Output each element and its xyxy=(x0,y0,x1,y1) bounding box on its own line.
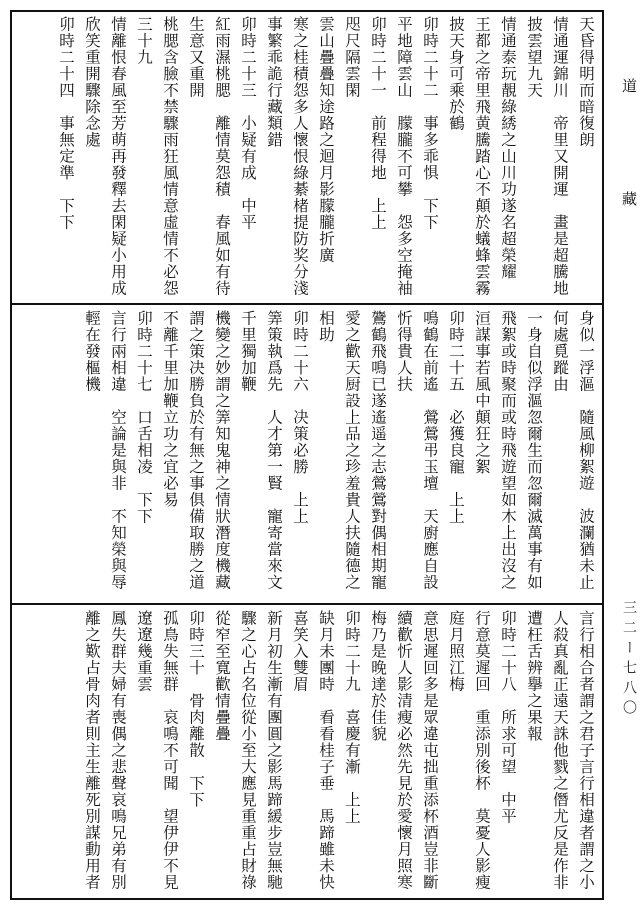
text-column: 何處覓蹤由 xyxy=(551,310,569,393)
text-panel-middle xyxy=(18,310,598,598)
text-column: 喜笑入雙眉 xyxy=(291,610,309,693)
text-column: 卯時二十九 喜慶有漸 上上 xyxy=(343,610,361,825)
text-column: 事繁乖詭行藏類錯 xyxy=(265,16,283,148)
text-column: 平地障雲山 朦朧不可攀 怨多空掩袖 xyxy=(395,16,413,297)
text-column: 缺月未團時 看看桂子垂 馬蹄雖未快 xyxy=(317,610,335,891)
text-column: 天昏得明而暗復朗 xyxy=(577,16,595,148)
panel-divider xyxy=(10,603,604,605)
text-column: 離之歎占骨肉者則主生離死別謀動用者 xyxy=(83,610,101,891)
text-column: 桃腮含臉不禁驟雨狂風情意虛情不必怨 xyxy=(161,16,179,297)
text-column: 鷟鶴飛鳴已遂遙遥之志鶯鶯對偶相期寵 xyxy=(369,310,387,591)
text-column: 身似一浮漚 隨風柳絮遊 波瀾猶未止 xyxy=(577,310,595,591)
text-column: 卯時二十五 必獲良寵 上上 xyxy=(447,310,465,525)
book-title: 道 藏 xyxy=(620,78,638,246)
text-column: 梅乃是晚達於佳貌 xyxy=(369,610,387,742)
text-column: 情通運錦川 帝里又開運 畫是超騰地 xyxy=(551,16,569,297)
text-column-note: 三十九 xyxy=(135,16,153,66)
text-column: 飛絮或時聚而或時飛遊望如木上出沒之 xyxy=(499,310,517,591)
text-column: 孤鳥失無群 哀鳴不可聞 望伊伊不見 xyxy=(161,610,179,891)
text-column: 雲山疊疊知途路之迴月影朦朧折廣 xyxy=(317,16,335,264)
panel-divider xyxy=(10,303,604,305)
text-column: 一身自似浮漚忽爾生而忽爾滅萬事有如 xyxy=(525,310,543,591)
text-column: 言行相合者謂之君子言行相違者謂之小 xyxy=(577,610,595,891)
text-column: 人殺真亂正遠天誅他戮之僭尤反是作非 xyxy=(551,610,569,891)
text-column: 生意又重開 xyxy=(187,16,205,99)
text-column: 咫尺隔雲閑 xyxy=(343,16,361,99)
text-column: 忻得貴人扶 xyxy=(395,310,413,393)
text-panel-top xyxy=(18,16,598,298)
text-column: 意思遲回多是眾違屯拙重添杯酒豈非斷 xyxy=(421,610,439,891)
text-column: 言行兩相違 空論是與非 不知榮與辱 xyxy=(109,310,127,591)
text-column-note: 卯時二十一 前程得地 上上 xyxy=(369,16,387,231)
text-column: 洹謀事若風中顛狂之絮 xyxy=(473,310,491,475)
text-column: 卯時二十六 决策必勝 上上 xyxy=(291,310,309,525)
text-column: 愛之歡天厨設上品之珍羞貴人扶隨德之 xyxy=(343,310,361,591)
text-column: 謂之策决勝負於有無之事俱備取勝之道 xyxy=(187,310,205,591)
text-panel-bottom xyxy=(18,610,598,894)
text-column: 機變之妙謂之筭知鬼神之情狀潛度機藏 xyxy=(213,310,231,591)
text-column: 鳴鶴在前遙 鶯鶯弔玉壇 天廚應自設 xyxy=(421,310,439,591)
text-column: 新月初生漸有團圓之影馬蹄緩步豈無馳 xyxy=(265,610,283,891)
text-column: 筭策執爲先 人才第一賢 寵寄當來文 xyxy=(265,310,283,591)
text-column: 欣笑重開驟除念處 xyxy=(83,16,101,148)
text-column: 王都之帝里飛黄騰踏心不顛於蟻蜂雲霧 xyxy=(473,16,491,297)
text-column: 驟之心占名位從小至大應見重重占財祿 xyxy=(239,610,257,891)
text-column: 披雲望九天 xyxy=(525,16,543,99)
text-column: 卯時二十三 小疑有成 中平 xyxy=(239,16,257,231)
text-column: 卯時三十 骨肉離散 下下 xyxy=(187,610,205,808)
text-column: 寒之桂積怨多人懷恨綠綦楮提防奖分淺 xyxy=(291,16,309,297)
text-column: 情通泰玩靚綠綉之山川功遂名超榮耀 xyxy=(499,16,517,280)
text-column: 卯時二十七 口舌相凌 下下 xyxy=(135,310,153,525)
page-number: 三二ー七八〇 xyxy=(621,600,637,720)
text-column: 相助 xyxy=(317,310,335,343)
text-column: 鳳失群夫婦有喪偶之悲聲哀鳴兄弟有別 xyxy=(109,610,127,891)
text-column: 續歡忻人影清瘦必然先見於愛懷月照寒 xyxy=(395,610,413,891)
text-column: 披天身可乘於鶴 xyxy=(447,16,465,132)
text-column: 行意莫遲回 重添別後杯 莫憂人影瘦 xyxy=(473,610,491,891)
text-column: 卯時二十四 事無定準 下下 xyxy=(57,16,75,231)
text-column: 遭枉舌辨擧之果報 xyxy=(525,610,543,742)
text-column: 輕在發樞機 xyxy=(83,310,101,393)
text-column: 從窄至寬歡情疊疊 xyxy=(213,610,231,742)
text-column: 遼遼幾重雲 xyxy=(135,610,153,693)
text-column: 不離千里加鞭立功之宜必易 xyxy=(161,310,179,508)
text-column: 卯時二十八 所求可望 中平 xyxy=(499,610,517,825)
text-column: 千里獨加鞭 xyxy=(239,310,257,393)
text-column: 情離恨春風至芳萌再發釋去閑疑小用成 xyxy=(109,16,127,297)
text-column: 庭月照江梅 xyxy=(447,610,465,693)
text-column: 卯時二十二 事多乖惧 下下 xyxy=(421,16,439,231)
text-column: 紅雨濕桃腮 離情莫怨積 春風如有待 xyxy=(213,16,231,297)
